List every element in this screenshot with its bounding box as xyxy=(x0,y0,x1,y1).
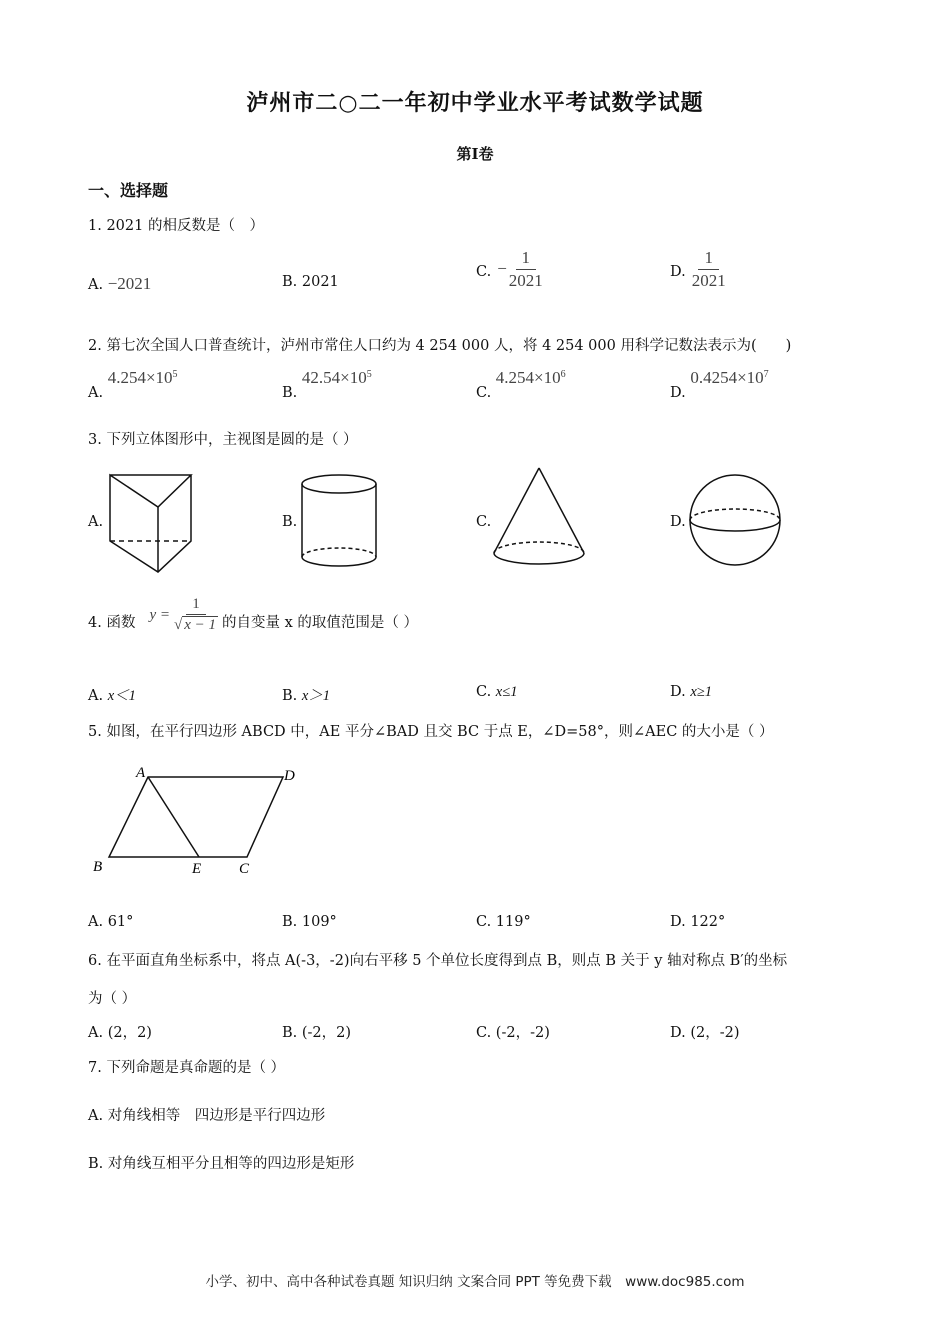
q6-option-a: A. (2，2) xyxy=(88,1025,152,1041)
page-footer: 小学、初中、高中各种试卷真题 知识归纳 文案合同 PPT 等免费下载 www.doc985.com xyxy=(205,1274,745,1290)
q3-option-d-label: D. xyxy=(670,514,686,530)
q4-option-a: A. x＜1 xyxy=(88,688,136,704)
vertex-label-d: D xyxy=(284,768,295,784)
q4-option-c: C. x≤1 xyxy=(476,684,518,700)
question-6-stem-line1: 6. 在平面直角坐标系中，将点 A(-3，-2)向右平移 5 个单位长度得到点 B，则点 B 关于 y 轴对称点 B′的坐标 xyxy=(88,953,788,969)
q2-option-a: A. $4.254\times 10^5$ xyxy=(88,368,178,401)
section-heading: 一、选择题 xyxy=(88,181,169,200)
q5-option-d: D. 122° xyxy=(670,914,726,930)
q6-option-d: D. (2，-2) xyxy=(670,1025,740,1041)
vertex-label-c: C xyxy=(239,861,250,877)
q4-option-b: B. x＞1 xyxy=(282,688,331,704)
question-1-stem: 1. 2021 的相反数是（ ） xyxy=(88,218,264,234)
q1-option-a: A. −2021 xyxy=(88,274,152,293)
q1-d-fraction: $\frac{1}{2021}$ xyxy=(691,248,726,290)
q4-option-d: D. x≥1 xyxy=(670,684,712,700)
question-4-stem: 4. 函数 y = 1 √ x − 1 的自变量 x 的取值范围是（ ） xyxy=(88,596,419,634)
vertex-label-e: E xyxy=(192,861,202,877)
q2-option-c: C. $4.254\times 10^6$ xyxy=(476,368,566,401)
volume-label: 第Ⅰ卷 xyxy=(456,145,494,163)
triangular-prism-figure xyxy=(100,466,200,576)
q1-option-b: B. 2021 xyxy=(282,274,339,290)
q5-option-a: A. 61° xyxy=(88,914,134,930)
question-6-stem-line2: 为（ ） xyxy=(88,991,137,1007)
q3-option-a-label: A. xyxy=(88,514,104,530)
q1-c-fraction: $\frac{1}{2021}$ xyxy=(508,248,543,290)
q6-option-c: C. (-2，-2) xyxy=(476,1025,550,1041)
q3-option-b-label: B. xyxy=(282,514,298,530)
cylinder-figure xyxy=(296,470,382,572)
q6-option-b: B. (-2，2) xyxy=(282,1025,352,1041)
question-3-stem: 3. 下列立体图形中，主视图是圆的是（ ） xyxy=(88,432,358,448)
question-5-stem: 5. 如图，在平行四边形 ABCD 中，AE 平分∠BAD 且交 BC 于点 E，∠D=58°，则∠AEC 的大小是（ ） xyxy=(88,724,774,740)
q2-option-b: B. $42.54\times 10^5$ xyxy=(282,368,372,401)
parallelogram-figure xyxy=(88,760,308,880)
q2-option-d: D. $0.4254\times 10^7$ xyxy=(670,368,769,401)
q5-option-c: C. 119° xyxy=(476,914,531,930)
question-7-stem: 7. 下列命题是真命题的是（ ） xyxy=(88,1060,286,1076)
question-2-stem: 2. 第七次全国人口普查统计，泸州市常住人口约为 4 254 000 人，将 4 254 000 用科学记数法表示为( ) xyxy=(88,338,792,354)
sphere-figure xyxy=(686,470,786,570)
q5-option-b: B. 109° xyxy=(282,914,337,930)
sqrt-symbol: √ xyxy=(173,616,183,633)
cone-figure xyxy=(488,462,588,574)
vertex-label-b: B xyxy=(93,859,103,875)
q7-option-a: A. 对角线相等 四边形是平行四边形 xyxy=(88,1108,326,1124)
vertex-label-a: A xyxy=(136,765,146,781)
q3-option-c-label: C. xyxy=(476,514,492,530)
page-title: 泸州市二○二一年初中学业水平考试数学试题 xyxy=(246,90,704,116)
q1-option-c: C. − $\frac{1}{2021}$ xyxy=(476,248,543,290)
q4-formula-fraction: 1 √ x − 1 xyxy=(173,596,216,634)
q1-option-d: D. $\frac{1}{2021}$ xyxy=(670,248,726,290)
q7-option-b: B. 对角线互相平分且相等的四边形是矩形 xyxy=(88,1156,355,1172)
